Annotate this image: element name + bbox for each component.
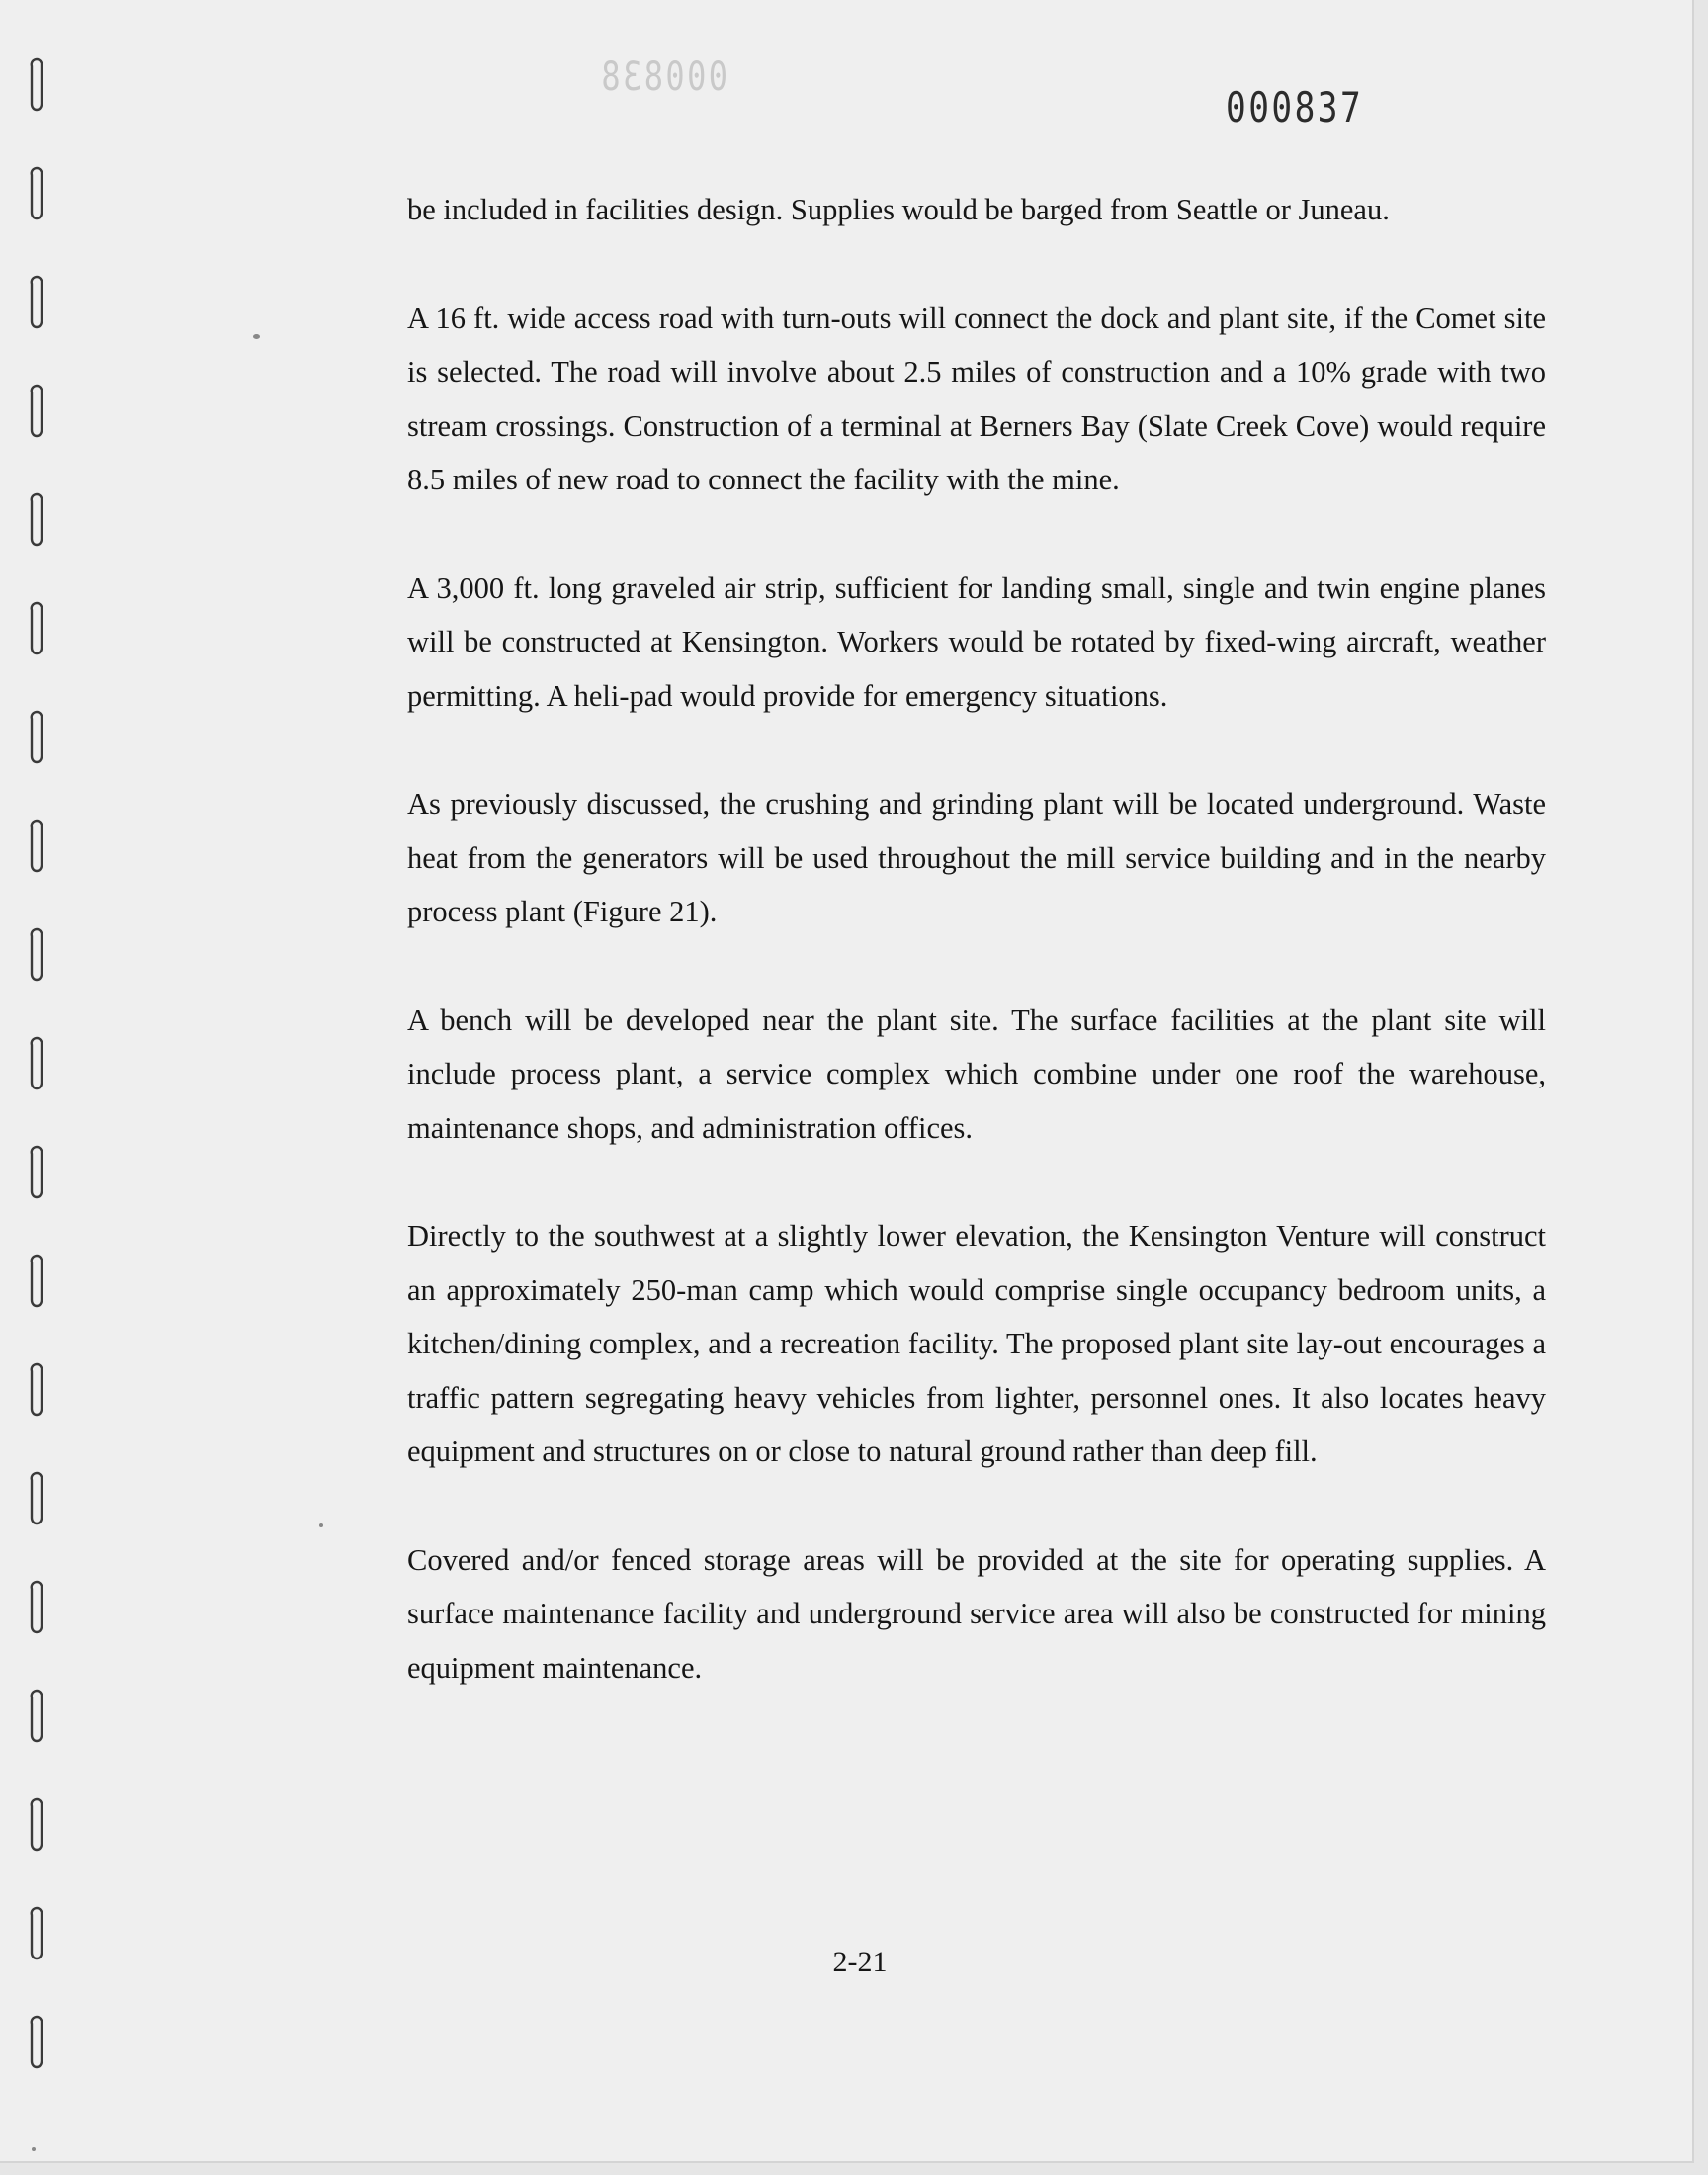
- paragraph: A 16 ft. wide access road with turn-outs will connect the dock and plant site, if the Comet site is selected. The road will involve about 2.5 miles of construction and a 10% grade with two stream crossings. Construction of a terminal at Berners Bay (Slate Creek Cove) would require 8.5 miles of new road to connect the facility with the mine.: [407, 301, 1546, 496]
- page-number: 2-21: [832, 1946, 888, 1978]
- scan-speck: [32, 2147, 36, 2151]
- paragraph: A bench will be developed near the plant site. The surface facilities at the plant site will include process plant, a service complex which combine under one roof the warehouse, maintenance shops, and administration offices.: [407, 1002, 1546, 1145]
- paragraph: be included in facilities design. Supplies would be barged from Seattle or Juneau.: [407, 193, 1390, 226]
- paragraph: Covered and/or fenced storage areas will be provided at the site for operating supplies. A surface maintenance facility and underground service area will also be constructed for mining equipment maintenance.: [407, 1542, 1546, 1685]
- paragraph: Directly to the southwest at a slightly lower elevation, the Kensington Venture will construct an approximately 250-man camp which would comprise single occupancy bedroom units, a kitchen/dining complex, and a recreation facility. The proposed plant site lay-out encourages a traffic pattern segregating heavy vehicles from lighter, personnel ones. It also locates heavy equipment and structures on or close to natural ground rather than deep fill.: [407, 1219, 1546, 1468]
- paragraph: As previously discussed, the crushing and grinding plant will be located underground. Waste heat from the generators will be used throughout the mill service building and in the nearby process plant (Figure 21).: [407, 787, 1546, 928]
- scan-speck: [253, 334, 260, 339]
- paragraph: A 3,000 ft. long graveled air strip, sufficient for landing small, single and twin engine planes will be constructed at Kensington. Workers would be rotated by fixed-wing aircraft, weather permitting. A heli-pad would provide for emergency situations.: [407, 570, 1546, 713]
- binding-holes: [26, 54, 61, 2111]
- bleed-through-stamp: 000838: [599, 54, 727, 100]
- document-control-number: 000837: [1226, 83, 1364, 131]
- scan-speck: [319, 1523, 323, 1527]
- body-text: [407, 183, 1546, 1749]
